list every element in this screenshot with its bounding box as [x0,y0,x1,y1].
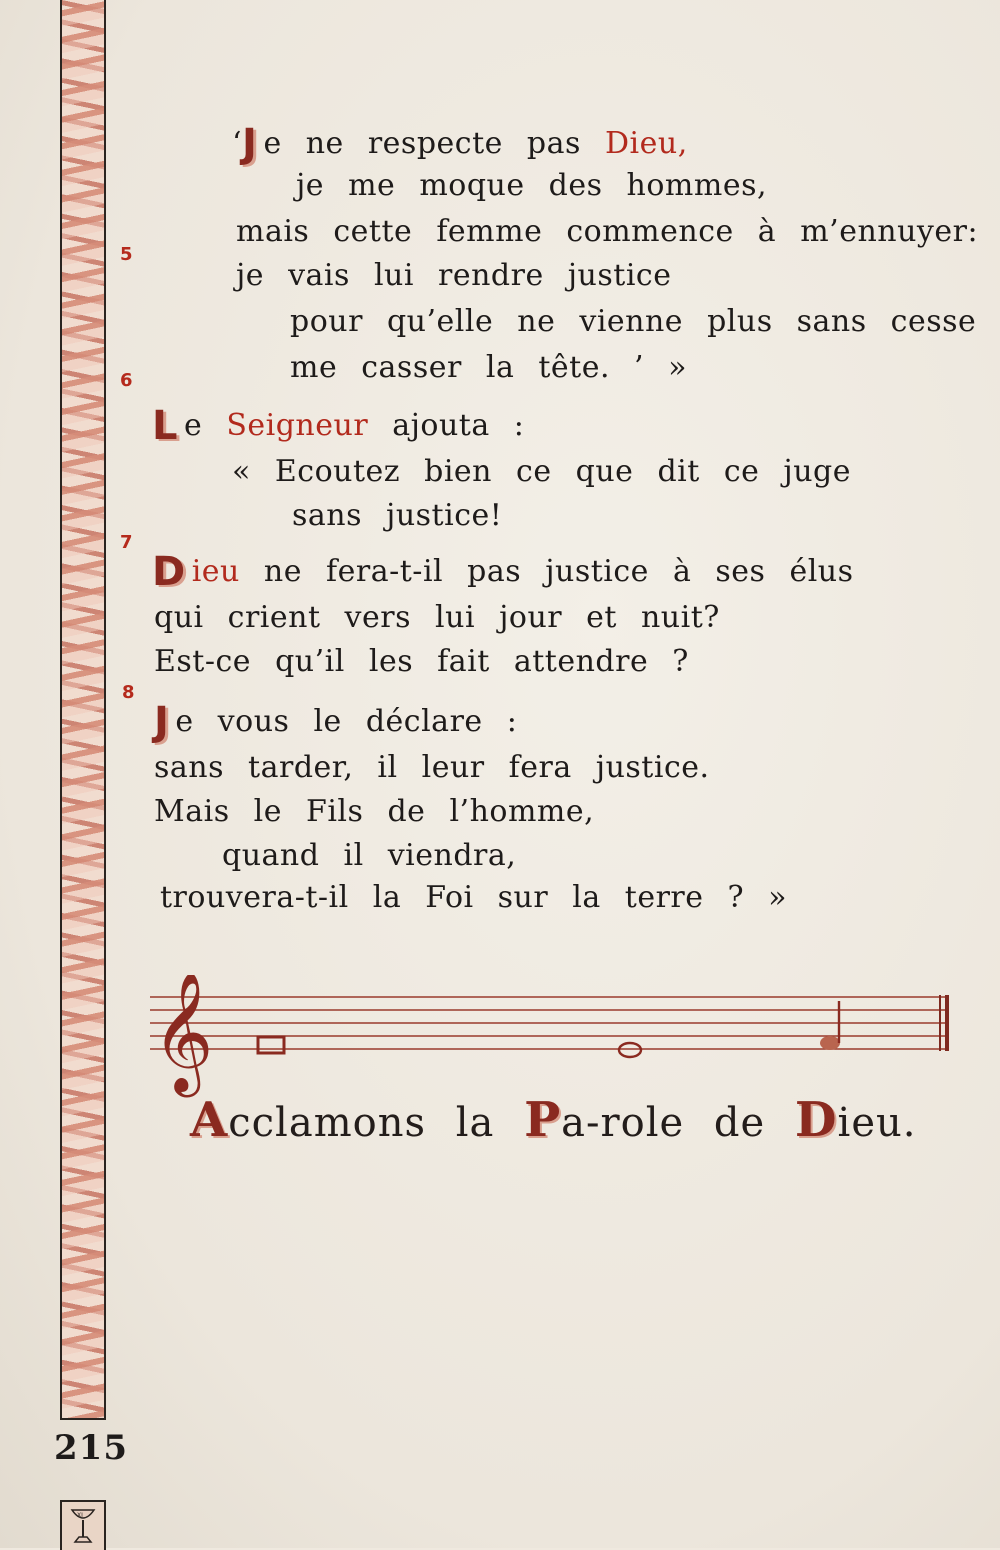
text-line-11: qui crient vers lui jour et nuit? [154,600,720,635]
acclamation-capital: D [794,1092,838,1148]
text-line-12: Est-ce qu’il les fait attendre ? [154,644,689,679]
text-line-4: je vais lui rendre justice [236,258,672,293]
text-line-17: trouvera-t-il la Foi sur la terre ? » [160,880,788,915]
quarter-note [820,1036,840,1050]
svg-text:XI: XI [77,1512,83,1519]
line-text: e [184,408,203,443]
text-line-6: me casser la tête. ’ » [290,350,687,385]
music-staff [150,975,952,1105]
divine-name: Seigneur [226,408,369,443]
acclamation-text: cclamons la [228,1100,495,1146]
acclamation-text: a-role de [561,1100,766,1146]
text-line-15: Mais le Fils de l’homme, [154,794,595,829]
text-line-5: pour qu’elle ne vienne plus sans cesse [290,304,977,339]
drop-initial: J [154,699,170,745]
drop-initial: D [152,549,186,595]
line-text: ajouta : [392,408,525,443]
text-line-13 [154,699,518,745]
breve-note [258,1037,284,1053]
acclamation-text: ieu. [837,1100,917,1146]
text-line-2: je me moque des hommes, [296,168,768,203]
verse-number: 7 [120,532,133,553]
line-text: ne fera-t-il pas justice à ses élus [263,554,854,589]
text-line-1 [232,121,688,167]
verse-number: 5 [120,244,133,265]
verse-number: 6 [120,370,133,391]
line-text: e ne respecte pas [263,126,581,161]
acclamation [190,1092,917,1148]
text-line-14: sans tarder, il leur fera justice. [154,750,710,785]
verse-number: 8 [122,682,135,703]
page-number: 215 [54,1428,128,1468]
text-line-9: sans justice! [292,498,503,533]
decorative-border [60,0,106,1420]
text-line-3: mais cette femme commence à m’ennuyer: [236,214,979,249]
drop-initial: J [242,121,258,167]
text-line-7 [152,403,525,449]
divine-name: ieu [191,554,240,589]
line-text: e vous le déclare : [175,704,518,739]
drop-initial: L [152,403,178,449]
text-line-10 [152,549,854,595]
quote-mark: ‘ [232,126,243,161]
acclamation-capital: A [190,1092,229,1148]
emblem-box [60,1500,106,1550]
whole-note [619,1043,641,1057]
divine-name: Dieu, [604,126,688,161]
text-line-8: « Ecoutez bien ce que dit ce juge [232,454,852,489]
chalice-icon [67,1506,99,1546]
text-line-16: quand il viendra, [222,838,517,873]
acclamation-capital: P [524,1092,562,1148]
treble-clef-icon: 𝄞 [152,975,214,1092]
